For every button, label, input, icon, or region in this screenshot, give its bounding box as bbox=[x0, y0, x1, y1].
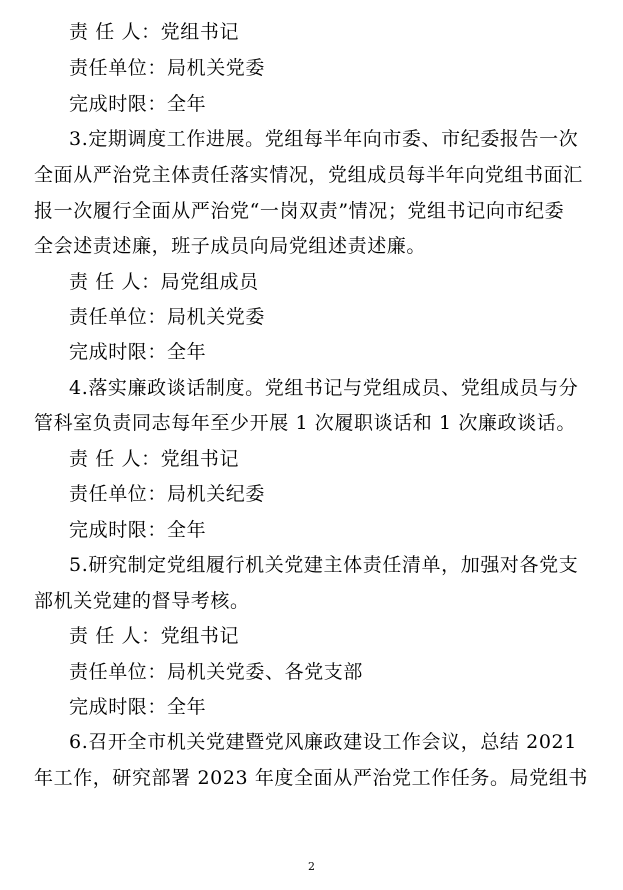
paragraph-start: 4.落实廉政谈话制度。党组书记与党组成员、党组成员与分 bbox=[69, 377, 579, 399]
text-line: 管科室负责同志每年至少开展 1 次履职谈话和 1 次廉政谈话。 bbox=[34, 412, 576, 434]
text-line: 责 任 人：党组书记 bbox=[69, 448, 240, 470]
text-line: 部机关党建的督导考核。 bbox=[34, 590, 250, 612]
text-line: 完成时限：全年 bbox=[69, 696, 207, 718]
text-line: 全会述责述廉，班子成员向局党组述责述廉。 bbox=[34, 235, 427, 257]
paragraph-start: 5.研究制定党组履行机关党建主体责任清单，加强对各党支 bbox=[69, 554, 579, 576]
text-line: 报一次履行全面从严治党“一岗双责”情况；党组书记向市纪委 bbox=[34, 200, 565, 222]
paragraph-start: 6.召开全市机关党建暨党风廉政建设工作会议，总结 2021 bbox=[69, 731, 577, 753]
text-line: 责 任 人：党组书记 bbox=[69, 21, 240, 43]
text-line: 完成时限：全年 bbox=[69, 93, 207, 115]
text-line: 全面从严治党主体责任落实情况，党组成员每半年向党组书面汇 bbox=[34, 164, 583, 186]
text-line: 完成时限：全年 bbox=[69, 519, 207, 541]
text-line: 责任单位：局机关纪委 bbox=[69, 483, 266, 505]
page-number: 2 bbox=[308, 860, 315, 873]
text-line: 责 任 人：党组书记 bbox=[69, 625, 240, 647]
paragraph-start: 3.定期调度工作进展。党组每半年向市委、市纪委报告一次 bbox=[69, 128, 579, 150]
text-line: 责任单位：局机关党委、各党支部 bbox=[69, 661, 364, 683]
text-line: 责任单位：局机关党委 bbox=[69, 306, 266, 328]
text-line: 年工作，研究部署 2023 年度全面从严治党工作任务。局党组书 bbox=[34, 767, 589, 789]
text-line: 责任单位：局机关党委 bbox=[69, 57, 266, 79]
text-line: 完成时限：全年 bbox=[69, 341, 207, 363]
text-line: 责 任 人：局党组成员 bbox=[69, 271, 259, 293]
